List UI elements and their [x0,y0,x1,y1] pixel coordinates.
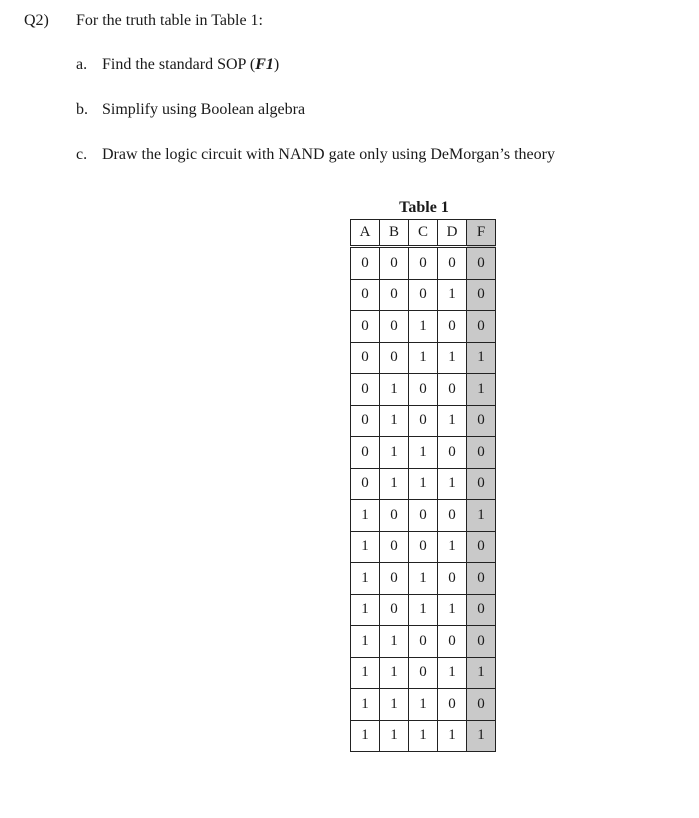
table-cell-f: 0 [467,247,496,280]
table-row [351,374,496,406]
column-header-d: D [438,220,467,247]
table-row [351,405,496,437]
table-cell-f: 0 [467,594,496,626]
table-cell-c: 0 [409,626,438,658]
column-header-c: C [409,220,438,247]
table-cell-d: 0 [438,311,467,343]
table-cell-a: 0 [351,468,380,500]
table-cell-c: 0 [409,531,438,563]
table-cell-c: 0 [409,657,438,689]
table-cell-c: 1 [409,437,438,469]
part-b [76,101,305,119]
table-row [351,594,496,626]
table-cell-a: 0 [351,279,380,311]
column-header-a: A [351,220,380,247]
table-cell-d: 1 [438,531,467,563]
table-cell-f: 0 [467,279,496,311]
table-row [351,500,496,532]
table-row [351,689,496,721]
table-cell-c: 1 [409,311,438,343]
part-b-letter: b. [76,101,88,118]
part-a [76,56,279,74]
table-cell-f: 0 [467,563,496,595]
table-cell-a: 1 [351,657,380,689]
table-cell-c: 1 [409,720,438,752]
table-row [351,626,496,658]
table-cell-a: 0 [351,247,380,280]
part-c [76,146,555,164]
table-row [351,657,496,689]
part-a-letter: a. [76,56,88,73]
truth-table-body [351,247,496,752]
truth-table [350,219,496,752]
table-cell-d: 1 [438,342,467,374]
table-cell-b: 0 [380,563,409,595]
table-cell-c: 0 [409,279,438,311]
table-cell-f: 1 [467,720,496,752]
table-cell-f: 0 [467,689,496,721]
part-a-text-before: Find the standard SOP ( [102,56,256,73]
table-cell-b: 0 [380,279,409,311]
table-cell-d: 0 [438,500,467,532]
table-row [351,279,496,311]
part-a-term: F1 [255,56,274,73]
table-cell-b: 1 [380,689,409,721]
table-cell-f: 0 [467,437,496,469]
table-cell-f: 1 [467,657,496,689]
table-cell-b: 1 [380,437,409,469]
table-row [351,468,496,500]
column-header-b: B [380,220,409,247]
part-c-text: Draw the logic circuit with NAND gate only using DeMorgan’s theory [102,146,555,163]
table-row [351,531,496,563]
table-cell-a: 0 [351,374,380,406]
truth-table-header-row [351,220,496,247]
table-cell-b: 1 [380,468,409,500]
table-cell-f: 0 [467,531,496,563]
table-cell-c: 0 [409,405,438,437]
question-number: Q2) [24,12,49,29]
table-cell-a: 1 [351,720,380,752]
table-cell-c: 1 [409,342,438,374]
table-cell-f: 0 [467,468,496,500]
table-cell-d: 0 [438,374,467,406]
table-cell-a: 0 [351,405,380,437]
table-cell-c: 0 [409,374,438,406]
part-c-letter: c. [76,146,88,163]
table-cell-b: 1 [380,374,409,406]
table-cell-b: 0 [380,500,409,532]
table-cell-f: 0 [467,311,496,343]
table-cell-d: 1 [438,468,467,500]
table-cell-b: 1 [380,626,409,658]
part-a-text-after: ) [273,56,280,73]
table-cell-a: 1 [351,626,380,658]
table-cell-b: 0 [380,342,409,374]
table-cell-d: 0 [438,689,467,721]
question-text: For the truth table in Table 1: [76,12,263,29]
table-cell-c: 1 [409,594,438,626]
table-cell-f: 0 [467,405,496,437]
table-row [351,311,496,343]
table-cell-b: 1 [380,657,409,689]
table-cell-d: 1 [438,720,467,752]
table-cell-d: 0 [438,626,467,658]
table-cell-c: 0 [409,500,438,532]
table-cell-b: 0 [380,594,409,626]
table-cell-d: 1 [438,405,467,437]
table-cell-a: 1 [351,594,380,626]
table-row [351,720,496,752]
table-cell-c: 1 [409,468,438,500]
table-row [351,437,496,469]
part-a-text [102,56,279,74]
table-cell-a: 1 [351,500,380,532]
table-cell-b: 1 [380,720,409,752]
table-row [351,247,496,280]
table-cell-d: 0 [438,563,467,595]
table-cell-d: 1 [438,657,467,689]
table-cell-b: 0 [380,311,409,343]
table-cell-b: 0 [380,531,409,563]
table-row [351,563,496,595]
table-cell-c: 1 [409,563,438,595]
table-cell-a: 1 [351,563,380,595]
table-cell-f: 1 [467,342,496,374]
table-cell-a: 0 [351,437,380,469]
table-cell-a: 0 [351,342,380,374]
table-title: Table 1 [399,199,449,216]
table-cell-a: 1 [351,689,380,721]
table-cell-b: 0 [380,247,409,280]
table-cell-f: 0 [467,626,496,658]
table-cell-a: 0 [351,311,380,343]
table-cell-c: 0 [409,247,438,280]
table-cell-c: 1 [409,689,438,721]
table-cell-f: 1 [467,374,496,406]
table-cell-d: 0 [438,247,467,280]
table-cell-d: 1 [438,594,467,626]
table-cell-d: 0 [438,437,467,469]
table-cell-d: 1 [438,279,467,311]
table-cell-a: 1 [351,531,380,563]
column-header-f: F [467,220,496,247]
part-b-text: Simplify using Boolean algebra [102,101,306,118]
table-row [351,342,496,374]
table-cell-f: 1 [467,500,496,532]
table-cell-b: 1 [380,405,409,437]
